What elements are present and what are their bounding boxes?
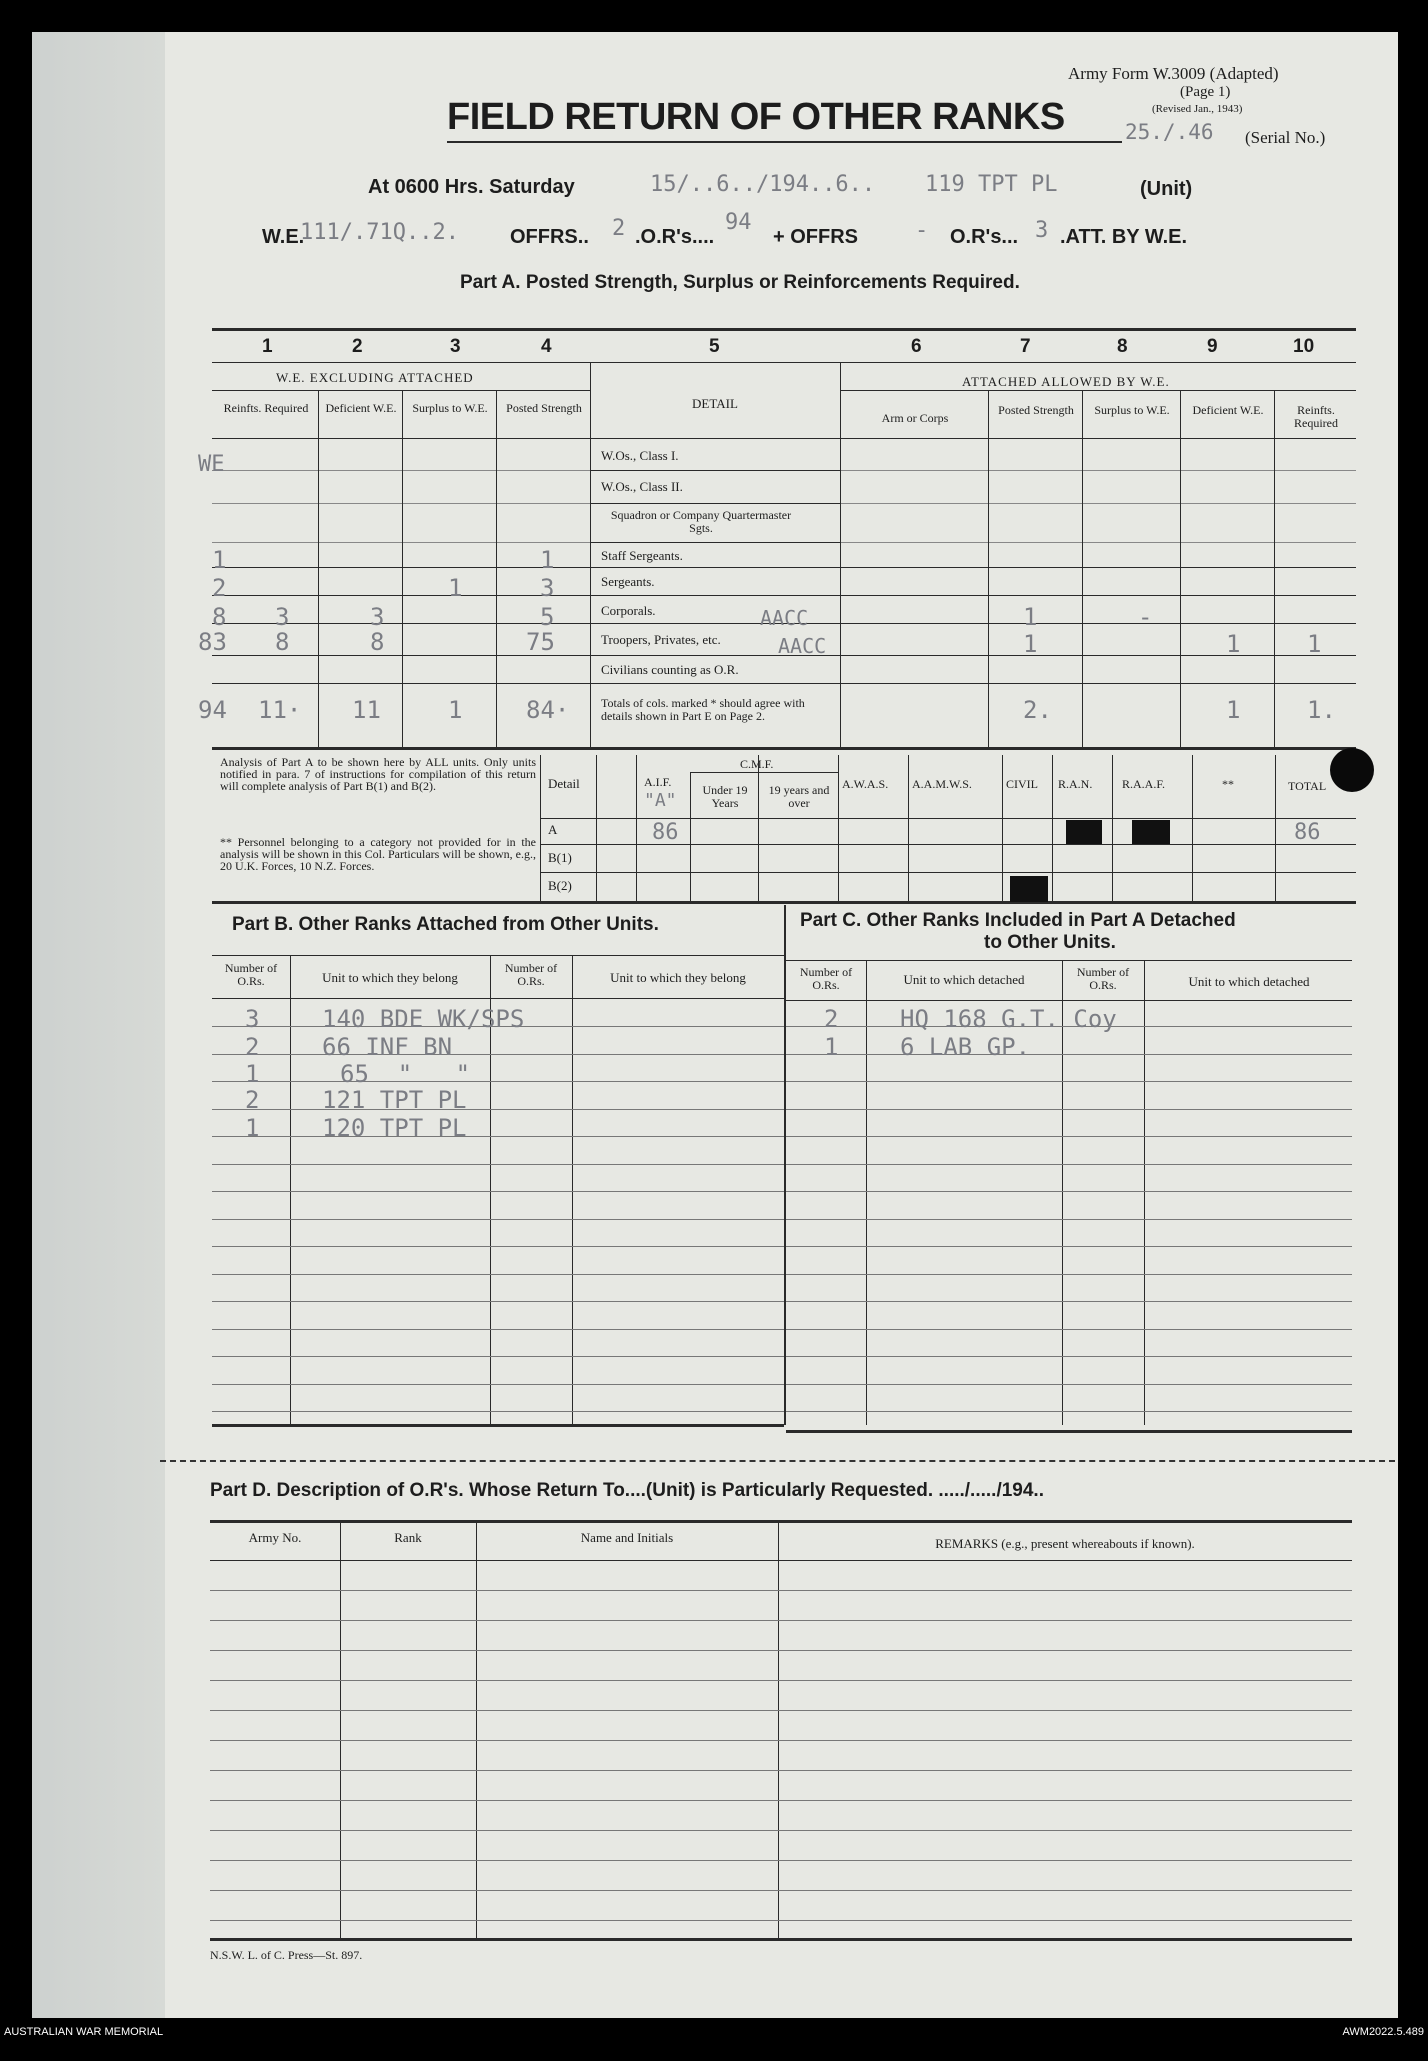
col-header: Reinfts. Required xyxy=(1294,403,1338,430)
analysis-row-label: A xyxy=(548,822,558,837)
cell-value: 1 xyxy=(1023,630,1038,658)
page-number: (Page 1) xyxy=(1180,84,1231,100)
ruled-line xyxy=(212,1164,784,1165)
part-a-title: Part A. Posted Strength, Surplus or Reinforcements Required. xyxy=(460,272,1020,293)
cell-value: 1 xyxy=(212,546,227,574)
part-b-count: 1 xyxy=(245,1114,260,1142)
redaction-block xyxy=(1066,820,1102,844)
cell-value: 8 xyxy=(275,628,290,656)
ruled-line xyxy=(210,1680,1352,1681)
unit-value: 119 TPT PL xyxy=(925,172,1058,197)
analysis-note-2: ** Personnel belonging to a category not provided for in the analysis will be shown in this Col. Particulars will be shown, e.g., 20 U.K. Forces, 10 N.Z. Forces. xyxy=(220,835,536,873)
total-value: 94 xyxy=(198,696,227,724)
col-header: Deficient W.E. xyxy=(325,401,397,415)
col-header: Surplus to W.E. xyxy=(1094,403,1170,417)
we-excluding-header: W.E. EXCLUDING ATTACHED xyxy=(276,370,474,385)
ruled-line xyxy=(210,1740,1352,1741)
cell-value: 8 xyxy=(212,603,227,631)
redaction-block xyxy=(1132,820,1170,844)
part-d-header: Name and Initials xyxy=(580,1530,674,1545)
detail-label: Sergeants. xyxy=(601,574,655,589)
col-number: 10 xyxy=(1293,336,1315,357)
col-header: Arm or Corps xyxy=(881,411,949,425)
total-value: 11 xyxy=(352,696,381,724)
plus-ors-label: O.R's... xyxy=(950,226,1019,248)
ruled-line xyxy=(786,1356,1352,1357)
footer-id: AWM2022.5.489 xyxy=(1342,2026,1424,2038)
ruled-line xyxy=(212,1054,784,1055)
col-number: 7 xyxy=(1020,336,1031,357)
col-number: 3 xyxy=(450,336,461,357)
col-number: 5 xyxy=(709,336,720,357)
ruled-line xyxy=(210,1590,1352,1591)
part-b-unit: 66 INF BN xyxy=(322,1033,453,1061)
analysis-header: 19 years and over xyxy=(768,783,830,810)
ruled-line xyxy=(210,1650,1352,1651)
part-c-bottom xyxy=(786,1430,1352,1433)
ruled-line xyxy=(786,1219,1352,1220)
part-b-header: Unit to which they belong xyxy=(322,970,458,985)
ruled-line xyxy=(210,1830,1352,1831)
serial-value: 25./.46 xyxy=(1125,120,1214,144)
ruled-line xyxy=(210,1770,1352,1771)
total-value: 1. xyxy=(1307,696,1336,724)
ruled-line xyxy=(786,1411,1352,1412)
archive-footer xyxy=(0,2018,1428,2061)
ruled-line xyxy=(786,1136,1352,1137)
ruled-line xyxy=(786,1109,1352,1110)
attached-allowed-header: ATTACHED ALLOWED BY W.E. xyxy=(962,374,1170,389)
ruled-line xyxy=(786,1191,1352,1192)
cell-value: AACC xyxy=(760,606,809,630)
detail-label: W.Os., Class I. xyxy=(601,448,679,463)
plus-offrs-label: + OFFRS xyxy=(773,226,859,248)
ruled-line xyxy=(212,1191,784,1192)
part-b-unit: 140 BDE WK/SPS xyxy=(322,1005,525,1033)
ruled-line xyxy=(210,1890,1352,1891)
part-b-count: 3 xyxy=(245,1005,260,1033)
ruled-line xyxy=(212,1411,784,1412)
perforation-line xyxy=(160,1460,1395,1462)
detail-label: Corporals. xyxy=(601,603,656,618)
part-c-unit: 6 LAB GP. xyxy=(900,1033,1031,1061)
part-c-title-2: to Other Units. xyxy=(984,932,1116,953)
analysis-row-label: B(2) xyxy=(548,878,572,893)
part-b-header: Number of O.Rs. xyxy=(504,961,558,988)
title-underline xyxy=(447,141,1122,143)
ruled-line xyxy=(212,1274,784,1275)
col-header: Reinfts. Required xyxy=(223,401,309,415)
ruled-line xyxy=(212,1219,784,1220)
we-value: 111/.71Q..2. xyxy=(300,220,459,245)
part-d-bottom xyxy=(210,1938,1352,1941)
col-number: 6 xyxy=(911,336,922,357)
total-value: 84· xyxy=(526,696,570,724)
ruled-line xyxy=(786,1081,1352,1082)
cell-value: - xyxy=(1138,603,1153,631)
ruled-line xyxy=(786,1164,1352,1165)
part-b-title: Part B. Other Ranks Attached from Other Units. xyxy=(232,914,659,935)
detail-label: Staff Sergeants. xyxy=(601,548,683,563)
cell-value: 83 xyxy=(198,628,227,656)
part-b-count: 1 xyxy=(245,1060,260,1088)
ruled-line xyxy=(212,1329,784,1330)
col-number: 8 xyxy=(1117,336,1128,357)
cell-value: 1 xyxy=(540,546,555,574)
offrs-value: 2 xyxy=(612,216,626,241)
cell-value: 3 xyxy=(540,574,555,602)
form-number: Army Form W.3009 (Adapted) xyxy=(1068,64,1279,83)
col-number: 9 xyxy=(1207,336,1218,357)
serial-label: (Serial No.) xyxy=(1245,128,1326,147)
ruled-line xyxy=(212,1384,784,1385)
ruled-line xyxy=(210,1620,1352,1621)
revised-date: (Revised Jan., 1943) xyxy=(1152,103,1243,115)
ors-value: 94 xyxy=(725,210,752,235)
detail-label: W.Os., Class II. xyxy=(601,479,683,494)
cell-value: 3 xyxy=(370,603,385,631)
part-c-header: Number of O.Rs. xyxy=(799,965,853,992)
total-value: 11· xyxy=(258,696,302,724)
cell-value: AACC xyxy=(778,634,827,658)
total-value: 1 xyxy=(1226,696,1241,724)
part-c-header: Unit to which detached xyxy=(903,972,1025,987)
part-b-bottom xyxy=(212,1424,784,1427)
form-title: FIELD RETURN OF OTHER RANKS xyxy=(447,96,1065,138)
ruled-line xyxy=(786,1384,1352,1385)
ruled-line xyxy=(786,1246,1352,1247)
col-number: 2 xyxy=(352,336,363,357)
offrs-label: OFFRS.. xyxy=(510,226,589,248)
col-header: DETAIL xyxy=(692,396,738,411)
analysis-header: CIVIL xyxy=(1006,777,1038,791)
analysis-header: Under 19 Years xyxy=(702,783,748,810)
we-mark: WE xyxy=(198,452,225,477)
ruled-line xyxy=(212,1081,784,1082)
part-b-unit: 120 TPT PL xyxy=(322,1114,467,1142)
col-header: Deficient W.E. xyxy=(1192,403,1264,417)
ruled-line xyxy=(786,1301,1352,1302)
cell-value: 1 xyxy=(1307,630,1322,658)
cell-value: 8 xyxy=(370,628,385,656)
analysis-header: A.A.M.W.S. xyxy=(912,777,972,791)
part-c-header: Number of O.Rs. xyxy=(1076,965,1130,992)
ruled-line xyxy=(212,1246,784,1247)
punch-hole xyxy=(1330,748,1374,792)
plus-offrs-value: - xyxy=(915,218,929,243)
cell-value: 2 xyxy=(212,574,227,602)
total-a-value: 86 xyxy=(1294,820,1321,845)
cell-value: 3 xyxy=(275,603,290,631)
analysis-header: A.W.A.S. xyxy=(842,777,889,791)
cell-value: 75 xyxy=(526,628,555,656)
part-c-unit: HQ 168 G.T. Coy xyxy=(900,1005,1117,1033)
part-b-unit: 121 TPT PL xyxy=(322,1086,467,1114)
analysis-header: TOTAL xyxy=(1288,779,1327,793)
col-number: 4 xyxy=(541,336,552,357)
part-b-count: 2 xyxy=(245,1086,260,1114)
part-b-count: 2 xyxy=(245,1033,260,1061)
part-d-title: Part D. Description of O.R's. Whose Return To....(Unit) is Particularly Requested. ...../...../194.. xyxy=(210,1480,1044,1501)
part-d-header: REMARKS (e.g., present whereabouts if known). xyxy=(935,1536,1195,1551)
detail-label: Squadron or Company Quartermaster Sgts. xyxy=(610,508,792,535)
col-header: Posted Strength xyxy=(506,401,582,415)
ruled-line xyxy=(210,1920,1352,1921)
cell-value: 1 xyxy=(1226,630,1241,658)
ruled-line xyxy=(210,1800,1352,1801)
total-value: 2. xyxy=(1023,696,1052,724)
part-c-title: Part C. Other Ranks Included in Part A Detached xyxy=(800,910,1236,931)
page-shadow xyxy=(32,32,165,2018)
col-header: Surplus to W.E. xyxy=(412,401,488,415)
ruled-line xyxy=(210,1860,1352,1861)
analysis-bottom-rule xyxy=(212,901,1356,904)
ruled-line xyxy=(786,1329,1352,1330)
analysis-header: A.I.F. xyxy=(644,775,672,789)
cell-value: 1 xyxy=(448,574,463,602)
part-b-header: Unit to which they belong xyxy=(610,970,746,985)
ruled-line xyxy=(212,1136,784,1137)
aif-mark: "A" xyxy=(644,790,677,811)
plus-ors-value: 3 xyxy=(1035,218,1049,243)
redaction-block xyxy=(1010,876,1048,902)
cell-value: 5 xyxy=(540,603,555,631)
ruled-line xyxy=(210,1710,1352,1711)
part-b-unit: 65 " " xyxy=(340,1060,471,1088)
footer-source: AUSTRALIAN WAR MEMORIAL xyxy=(4,2026,164,2038)
analysis-header: R.A.A.F. xyxy=(1122,777,1166,791)
analysis-header: ** xyxy=(1222,777,1234,791)
analysis-header: Detail xyxy=(548,776,580,791)
unit-label: (Unit) xyxy=(1140,178,1193,200)
detail-label: Civilians counting as O.R. xyxy=(601,662,739,677)
aif-value: 86 xyxy=(652,820,679,845)
ruled-line xyxy=(786,1274,1352,1275)
part-c-header: Unit to which detached xyxy=(1188,974,1310,989)
ors-label: .O.R's.... xyxy=(635,226,715,248)
we-label: W.E. xyxy=(262,226,305,248)
col-number: 1 xyxy=(262,336,273,357)
part-d-header: Army No. xyxy=(248,1530,302,1545)
ruled-line xyxy=(212,1356,784,1357)
part-a-bottom-rule xyxy=(212,747,1356,750)
col-header: Posted Strength xyxy=(998,403,1074,417)
return-date: 15/..6../194..6.. xyxy=(650,172,876,197)
analysis-row-label: B(1) xyxy=(548,850,572,865)
analysis-header: C.M.F. xyxy=(740,757,774,771)
ruled-line xyxy=(786,1054,1352,1055)
printer-imprint: N.S.W. L. of C. Press—St. 897. xyxy=(210,1948,363,1962)
ruled-line xyxy=(212,1301,784,1302)
part-a-top-rule xyxy=(212,328,1356,331)
att-label: .ATT. BY W.E. xyxy=(1060,226,1188,248)
detail-label: Totals of cols. marked * should agree with details shown in Part E on Page 2. xyxy=(601,696,805,723)
part-bc-divider xyxy=(784,905,786,1425)
part-d-header: Rank xyxy=(394,1530,422,1545)
total-value: 1 xyxy=(448,696,463,724)
analysis-note: Analysis of Part A to be shown here by ALL units. Only units notified in para. 7 of instructions for compilation of this return will complete analysis of Part B(1) and B(2). xyxy=(220,755,536,793)
part-b-header: Number of O.Rs. xyxy=(224,961,278,988)
ruled-line xyxy=(212,1109,784,1110)
part-a-colnum-rule xyxy=(212,362,1356,363)
analysis-header: R.A.N. xyxy=(1058,777,1093,791)
part-c-count: 1 xyxy=(824,1033,839,1061)
cell-value: 1 xyxy=(1023,603,1038,631)
detail-label: Troopers, Privates, etc. xyxy=(601,632,721,647)
time-label: At 0600 Hrs. Saturday xyxy=(368,176,575,198)
part-c-count: 2 xyxy=(824,1005,839,1033)
